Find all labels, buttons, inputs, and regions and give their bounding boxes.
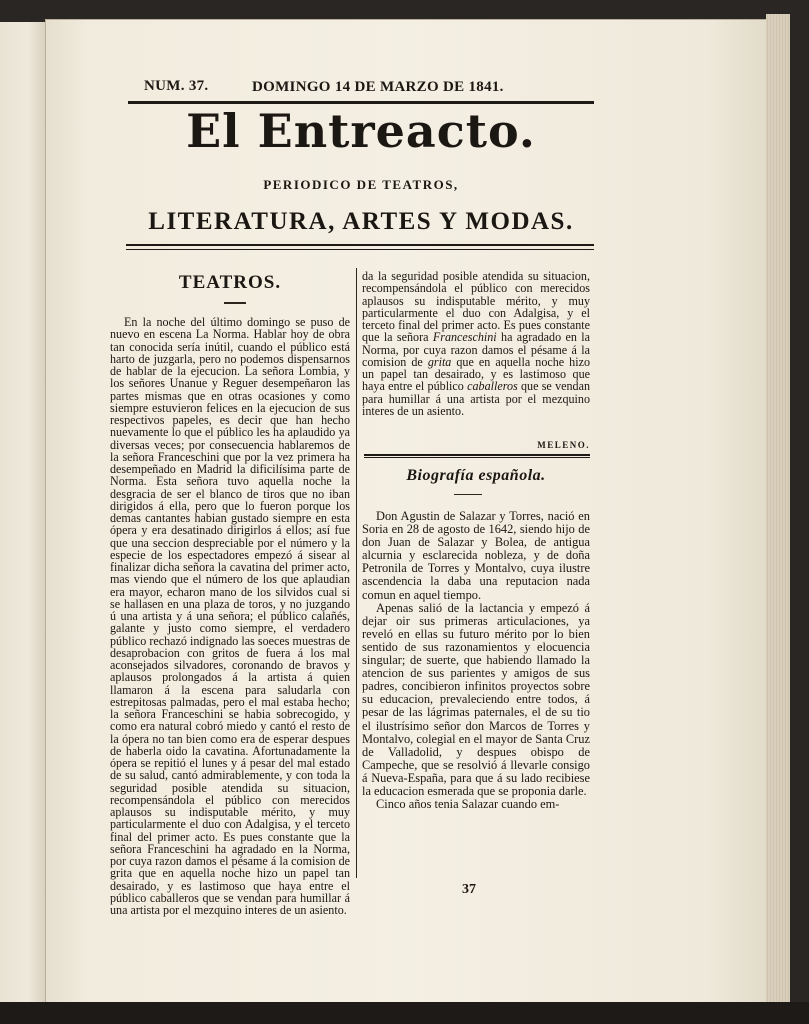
masthead-subtitle: LITERATURA, ARTES Y MODAS. xyxy=(148,208,574,235)
page-stack-edge xyxy=(766,14,790,1004)
masthead-title: El Entreacto. xyxy=(186,104,536,158)
column-divider xyxy=(356,268,357,878)
masthead-rule xyxy=(126,244,594,250)
article-continuation: da la seguridad posible atendida su situacion, recompensándola el público con merecidos aplausos su indisputable mérito, y muy particularmente el duo con Adalgisa, y el terceto final del primer acto. Es pues constante que la señora Franceschini ha agradado en la Norma, por cuya razon damos el pésame á la comision de grita que en aquella noche hizo un papel tan desairado, y es lastimoso que haya entre el público caballeros que se vendan para humillar á una artista por el mezquino interes de un asiento. xyxy=(362,269,591,418)
section-title-biografia: Biografía española. xyxy=(406,467,546,484)
article-column-left xyxy=(110,315,350,917)
biography-paragraph: Cinco años tenia Salazar cuando em- xyxy=(376,797,560,812)
biography-paragraph: Apenas salió de la lactancia y empezó á dejar oir sus primeras articulaciones, ya reveló en ellas su futuro mérito por lo bien sentido de sus razonamientos y elocuencia singular; de suerte, que habiendo llamado la atencion de sus parientes y amigos de sus padres, concibieron infinitos proyectos sobre su educacion, prevaleciendo entre todos, á pesar de las lágrimas paternales, el de su tio el ilustrísimo señor don Marcos de Torres y Montalvo, colegial en el mayor de Santa Cruz de Valladolid, y despues obispo de Campeche, que se resolvió á llevarle consigo á Nueva-España, para que á su lado recibiese la educacion esmerada que se proponia darle. xyxy=(362,600,590,798)
article-paragraph: En la noche del último domingo se puso de nuevo en escena La Norma. Hablar hoy de obra tan conocida sería inútil, cuando el público está harto de juzgarla, pero no podemos dispensarnos de hablar de la ejecucion. La señora Lombia, y los señores Unanue y Reguer desempeñaron las partes mismas que en otras ocasiones y como siempre estuvieron felices en la ejecucion de sus respectivos papeles, es decir que han hecho nuevamente lo que el público les ha aplaudido ya diversas veces; por consecuencia hablaremos de la señora Franceschini que por la vez primera ha desempeñado en Madrid la dificilísima parte de Norma. Esta señora tuvo aquella noche la desgracia de ser el blanco de tiros que no iban dirigidos á ella, pero que lo fueron porque los demas cantantes habian gustado siempre en esta ópera y era desatinado dirigirlos á ellos; así fue que una seccion despreciable por el número y la especie de los espectadores empezó á sisear al finalizar dicha señora la cavatina del primer acto, mas viendo que el número de los que aplaudian era mayor, echaron mano de los silvidos cual si se hallasen en una plaza de toros, y no juzgando ú una artista y á una señora; el público calañés, galante y justo como siempre, el verdadero público rechazó indignado las soeces muestras de desaprobacion con gritos de fuera á los mal aconsejados silvadores, coronando de bravos y aplausos prolongados á la artista á quien llamaron á la escena para saludarla con estrepitosas palmadas, pero el mal estaba hecho; la señora Franceschini se habia sobrecogido, y como era natural cobró miedo y cantó el resto de la ópera no tan bien como era de esperar despues de haberla oido la cavatina. Afortunadamente la ópera se repitió el lunes y á pesar del mal estado de su salud, cantó admirablemente, y con toda la seguridad posible atendida su situacion, recompensándola el público con merecidos aplausos su indisputable mérito, y muy particularmente el duo con Adalgisa, y el terceto final del primer acto. Es pues constante que la señora Franceschini ha agradado en la Norma, por cuya razon damos el pésame á la comision de grita que en aquella noche hizo un papel tan desairado, y es lastimoso que haya entre el público caballeros que se vendan para humillar á una artista por el mezquino interes de un asiento. xyxy=(110,315,350,917)
dateline xyxy=(140,78,596,100)
section-ornament xyxy=(454,494,482,495)
article-column-right xyxy=(362,270,590,436)
issue-number: NUM. 37. xyxy=(144,78,209,94)
biography-paragraph: Don Agustin de Salazar y Torres, nació en Soria en 28 de agosto de 1642, siendo hijo de don Juan de Salazar y Bolea, de antigua alcurnia y esclarecida nobleza, y de doña Petronila de Torres y Montalvo, cuya ilustre ascendencia la daba una reputacion nada comun en aquel tiempo. xyxy=(362,509,590,602)
section-ornament xyxy=(224,302,246,304)
section-rule xyxy=(364,454,590,458)
biography-column xyxy=(362,510,590,882)
page-number: 37 xyxy=(462,882,476,897)
left-cover-edge xyxy=(0,22,46,1002)
section-title-teatros: TEATROS. xyxy=(178,272,282,293)
scan-border xyxy=(0,1002,809,1024)
masthead-subhead: PERIODICO DE TEATROS, xyxy=(263,177,459,192)
issue-date: DOMINGO 14 DE MARZO DE 1841. xyxy=(252,79,504,95)
article-signature: MELENO. xyxy=(537,440,590,450)
